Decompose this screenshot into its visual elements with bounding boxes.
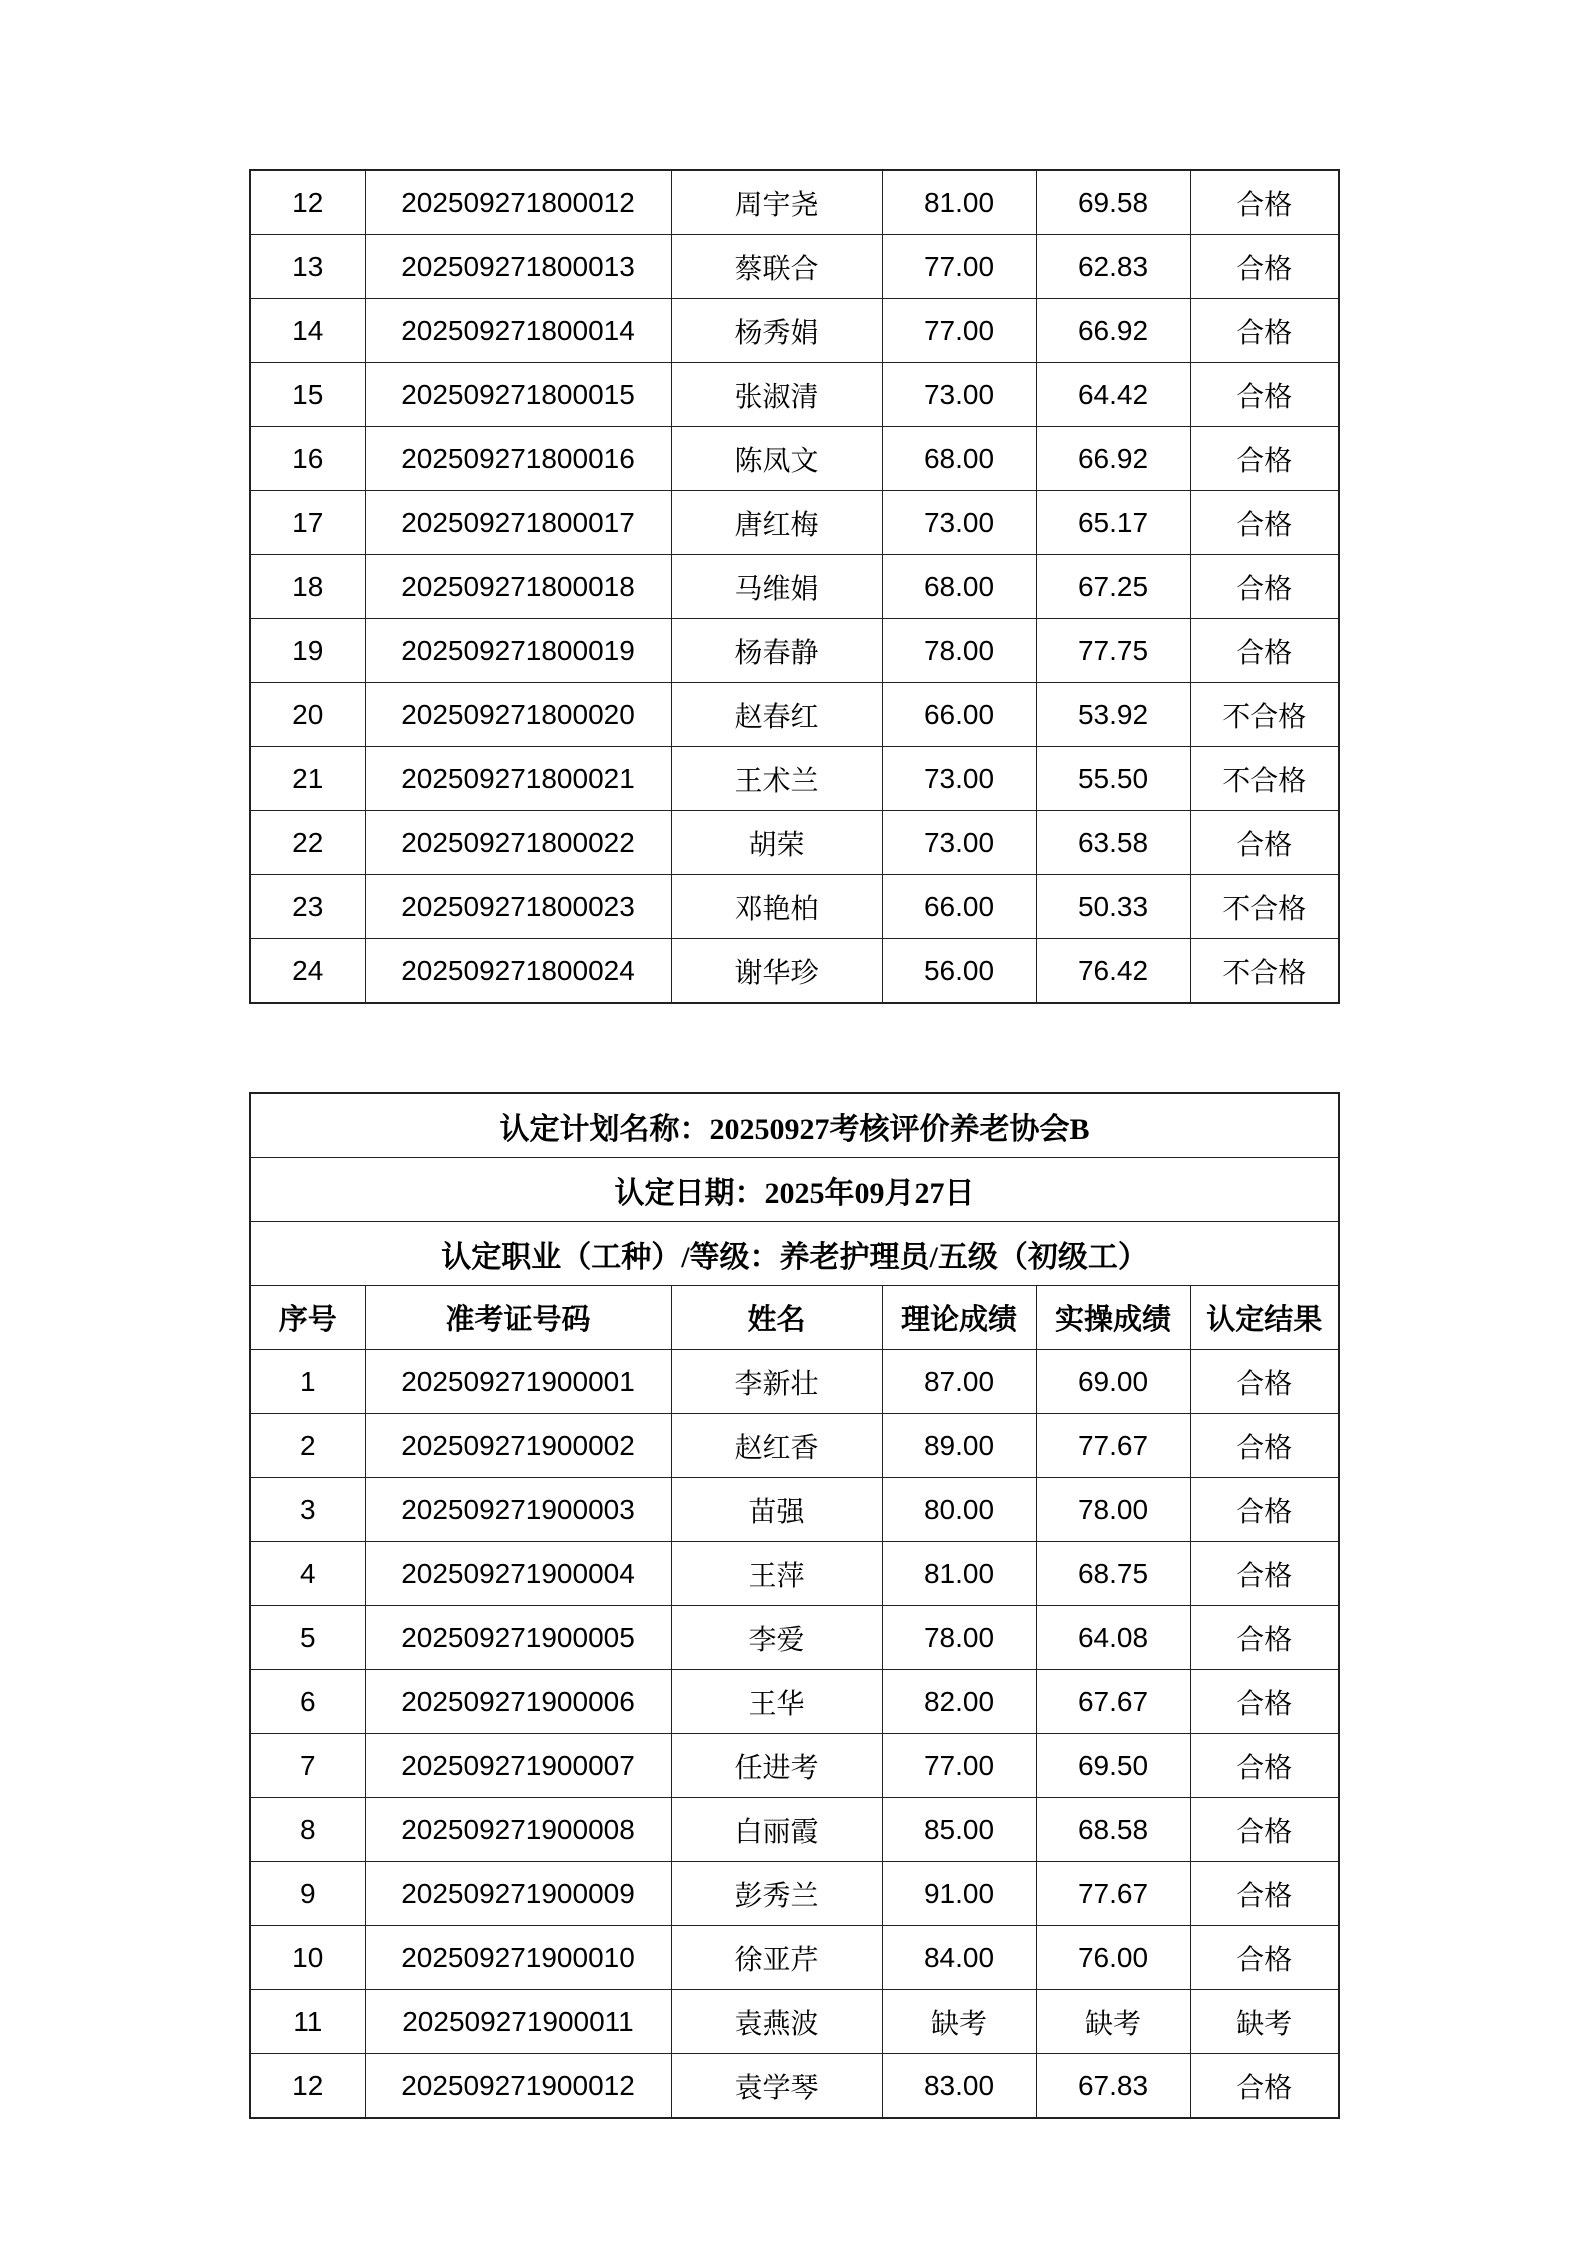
cell-theory-score: 73.00 <box>882 811 1036 875</box>
table-row <box>250 363 1339 427</box>
cell-theory-score: 77.00 <box>882 235 1036 299</box>
cell-exam-id: 202509271900010 <box>365 1926 671 1990</box>
cell-theory-score: 80.00 <box>882 1478 1036 1542</box>
cell-result: 合格 <box>1190 1350 1339 1414</box>
cell-practice-score: 67.25 <box>1036 555 1190 619</box>
cell-seq: 12 <box>250 2054 365 2119</box>
cell-exam-id: 202509271900004 <box>365 1542 671 1606</box>
cell-exam-id: 202509271800020 <box>365 683 671 747</box>
cell-seq: 14 <box>250 299 365 363</box>
column-header-name: 姓名 <box>671 1286 882 1350</box>
cell-seq: 9 <box>250 1862 365 1926</box>
cell-seq: 3 <box>250 1478 365 1542</box>
table-title-row <box>250 1222 1339 1286</box>
cell-name: 王术兰 <box>671 747 882 811</box>
cell-theory-score: 78.00 <box>882 619 1036 683</box>
cell-exam-id: 202509271800019 <box>365 619 671 683</box>
cell-practice-score: 63.58 <box>1036 811 1190 875</box>
cell-name: 袁学琴 <box>671 2054 882 2119</box>
table-title-row <box>250 1158 1339 1222</box>
cell-result: 合格 <box>1190 1670 1339 1734</box>
cell-theory-score: 66.00 <box>882 683 1036 747</box>
cell-practice-score: 65.17 <box>1036 491 1190 555</box>
cell-name: 唐红梅 <box>671 491 882 555</box>
cell-seq: 17 <box>250 491 365 555</box>
table-row <box>250 491 1339 555</box>
table-row <box>250 939 1339 1004</box>
cell-practice-score: 78.00 <box>1036 1478 1190 1542</box>
table-row <box>250 1734 1339 1798</box>
cell-practice-score: 68.58 <box>1036 1798 1190 1862</box>
table-row <box>250 2054 1339 2119</box>
cell-exam-id: 202509271900012 <box>365 2054 671 2119</box>
table1-body <box>250 170 1339 1003</box>
cell-result: 不合格 <box>1190 747 1339 811</box>
cell-seq: 8 <box>250 1798 365 1862</box>
table-row <box>250 1862 1339 1926</box>
cell-theory-score: 91.00 <box>882 1862 1036 1926</box>
table-row <box>250 555 1339 619</box>
cell-exam-id: 202509271800017 <box>365 491 671 555</box>
cell-name: 李爱 <box>671 1606 882 1670</box>
cell-practice-score: 76.42 <box>1036 939 1190 1004</box>
cell-name: 谢华珍 <box>671 939 882 1004</box>
cell-result: 合格 <box>1190 491 1339 555</box>
cell-result: 合格 <box>1190 2054 1339 2119</box>
cell-exam-id: 202509271900003 <box>365 1478 671 1542</box>
cell-practice-score: 50.33 <box>1036 875 1190 939</box>
cell-exam-id: 202509271800018 <box>365 555 671 619</box>
cell-theory-score: 78.00 <box>882 1606 1036 1670</box>
occupation-level-cell: 认定职业（工种）/等级：养老护理员/五级（初级工） <box>250 1222 1339 1286</box>
cell-result: 缺考 <box>1190 1990 1339 2054</box>
cell-seq: 12 <box>250 170 365 235</box>
date-cell: 认定日期：2025年09月27日 <box>250 1158 1339 1222</box>
cell-exam-id: 202509271900009 <box>365 1862 671 1926</box>
cell-exam-id: 202509271900002 <box>365 1414 671 1478</box>
cell-theory-score: 73.00 <box>882 747 1036 811</box>
cell-result: 合格 <box>1190 1862 1339 1926</box>
table2-header-row <box>250 1286 1339 1350</box>
cell-theory-score: 56.00 <box>882 939 1036 1004</box>
cell-exam-id: 202509271900007 <box>365 1734 671 1798</box>
cell-name: 张淑清 <box>671 363 882 427</box>
cell-seq: 24 <box>250 939 365 1004</box>
cell-seq: 1 <box>250 1350 365 1414</box>
table-row <box>250 1926 1339 1990</box>
cell-practice-score: 67.67 <box>1036 1670 1190 1734</box>
cell-name: 赵春红 <box>671 683 882 747</box>
cell-exam-id: 202509271800023 <box>365 875 671 939</box>
table-row <box>250 747 1339 811</box>
table-row <box>250 1350 1339 1414</box>
column-header-theory-score: 理论成绩 <box>882 1286 1036 1350</box>
cell-practice-score: 62.83 <box>1036 235 1190 299</box>
column-header-result: 认定结果 <box>1190 1286 1339 1350</box>
cell-theory-score: 68.00 <box>882 427 1036 491</box>
table-row <box>250 1670 1339 1734</box>
cell-practice-score: 缺考 <box>1036 1990 1190 2054</box>
cell-seq: 22 <box>250 811 365 875</box>
cell-practice-score: 53.92 <box>1036 683 1190 747</box>
cell-exam-id: 202509271900008 <box>365 1798 671 1862</box>
table-row <box>250 427 1339 491</box>
cell-seq: 16 <box>250 427 365 491</box>
cell-seq: 23 <box>250 875 365 939</box>
results-table-b <box>249 1092 1340 2119</box>
cell-exam-id: 202509271800022 <box>365 811 671 875</box>
cell-result: 合格 <box>1190 427 1339 491</box>
table-row <box>250 299 1339 363</box>
cell-name: 胡荣 <box>671 811 882 875</box>
cell-result: 合格 <box>1190 170 1339 235</box>
column-header-exam-id: 准考证号码 <box>365 1286 671 1350</box>
plan-name-cell: 认定计划名称：20250927考核评价养老协会B <box>250 1093 1339 1158</box>
column-header-practice-score: 实操成绩 <box>1036 1286 1190 1350</box>
cell-name: 周宇尧 <box>671 170 882 235</box>
cell-result: 合格 <box>1190 1606 1339 1670</box>
table2-body <box>250 1350 1339 2119</box>
cell-result: 合格 <box>1190 1926 1339 1990</box>
cell-name: 李新壮 <box>671 1350 882 1414</box>
cell-practice-score: 55.50 <box>1036 747 1190 811</box>
cell-exam-id: 202509271800015 <box>365 363 671 427</box>
cell-theory-score: 77.00 <box>882 299 1036 363</box>
cell-name: 邓艳柏 <box>671 875 882 939</box>
table-row <box>250 1542 1339 1606</box>
cell-theory-score: 89.00 <box>882 1414 1036 1478</box>
cell-theory-score: 73.00 <box>882 491 1036 555</box>
cell-practice-score: 66.92 <box>1036 427 1190 491</box>
cell-practice-score: 77.75 <box>1036 619 1190 683</box>
cell-result: 合格 <box>1190 299 1339 363</box>
cell-exam-id: 202509271800013 <box>365 235 671 299</box>
cell-exam-id: 202509271800014 <box>365 299 671 363</box>
cell-seq: 4 <box>250 1542 365 1606</box>
cell-name: 徐亚芹 <box>671 1926 882 1990</box>
cell-result: 合格 <box>1190 1478 1339 1542</box>
cell-practice-score: 76.00 <box>1036 1926 1190 1990</box>
cell-seq: 7 <box>250 1734 365 1798</box>
cell-theory-score: 缺考 <box>882 1990 1036 2054</box>
cell-seq: 13 <box>250 235 365 299</box>
cell-name: 王华 <box>671 1670 882 1734</box>
cell-theory-score: 83.00 <box>882 2054 1036 2119</box>
cell-name: 王萍 <box>671 1542 882 1606</box>
cell-exam-id: 202509271900006 <box>365 1670 671 1734</box>
results-table-continued <box>249 169 1340 1004</box>
cell-result: 合格 <box>1190 235 1339 299</box>
cell-theory-score: 81.00 <box>882 170 1036 235</box>
cell-name: 赵红香 <box>671 1414 882 1478</box>
cell-name: 陈凤文 <box>671 427 882 491</box>
cell-theory-score: 66.00 <box>882 875 1036 939</box>
cell-seq: 15 <box>250 363 365 427</box>
cell-name: 苗强 <box>671 1478 882 1542</box>
table-row <box>250 1414 1339 1478</box>
table-row <box>250 1478 1339 1542</box>
cell-seq: 19 <box>250 619 365 683</box>
cell-theory-score: 85.00 <box>882 1798 1036 1862</box>
cell-result: 不合格 <box>1190 939 1339 1004</box>
cell-seq: 6 <box>250 1670 365 1734</box>
cell-theory-score: 68.00 <box>882 555 1036 619</box>
cell-name: 袁燕波 <box>671 1990 882 2054</box>
cell-seq: 20 <box>250 683 365 747</box>
table-row <box>250 811 1339 875</box>
table-row <box>250 619 1339 683</box>
cell-seq: 5 <box>250 1606 365 1670</box>
cell-practice-score: 77.67 <box>1036 1862 1190 1926</box>
table-row <box>250 235 1339 299</box>
cell-name: 马维娟 <box>671 555 882 619</box>
cell-practice-score: 69.00 <box>1036 1350 1190 1414</box>
cell-theory-score: 81.00 <box>882 1542 1036 1606</box>
cell-result: 合格 <box>1190 811 1339 875</box>
cell-seq: 21 <box>250 747 365 811</box>
cell-exam-id: 202509271800012 <box>365 170 671 235</box>
cell-name: 白丽霞 <box>671 1798 882 1862</box>
cell-practice-score: 64.08 <box>1036 1606 1190 1670</box>
cell-exam-id: 202509271900001 <box>365 1350 671 1414</box>
table-row <box>250 170 1339 235</box>
cell-practice-score: 77.67 <box>1036 1414 1190 1478</box>
cell-seq: 18 <box>250 555 365 619</box>
cell-exam-id: 202509271800016 <box>365 427 671 491</box>
cell-result: 合格 <box>1190 555 1339 619</box>
table-row <box>250 875 1339 939</box>
cell-name: 蔡联合 <box>671 235 882 299</box>
table-row <box>250 683 1339 747</box>
cell-result: 不合格 <box>1190 875 1339 939</box>
cell-name: 杨秀娟 <box>671 299 882 363</box>
cell-practice-score: 69.50 <box>1036 1734 1190 1798</box>
cell-practice-score: 66.92 <box>1036 299 1190 363</box>
cell-seq: 11 <box>250 1990 365 2054</box>
table-row <box>250 1606 1339 1670</box>
table-row <box>250 1798 1339 1862</box>
cell-name: 杨春静 <box>671 619 882 683</box>
cell-result: 合格 <box>1190 363 1339 427</box>
cell-result: 合格 <box>1190 1798 1339 1862</box>
cell-seq: 10 <box>250 1926 365 1990</box>
cell-theory-score: 73.00 <box>882 363 1036 427</box>
cell-exam-id: 202509271900011 <box>365 1990 671 2054</box>
cell-exam-id: 202509271900005 <box>365 1606 671 1670</box>
cell-result: 合格 <box>1190 619 1339 683</box>
cell-exam-id: 202509271800021 <box>365 747 671 811</box>
cell-theory-score: 84.00 <box>882 1926 1036 1990</box>
cell-theory-score: 87.00 <box>882 1350 1036 1414</box>
cell-practice-score: 64.42 <box>1036 363 1190 427</box>
cell-result: 合格 <box>1190 1414 1339 1478</box>
cell-exam-id: 202509271800024 <box>365 939 671 1004</box>
cell-theory-score: 77.00 <box>882 1734 1036 1798</box>
cell-result: 不合格 <box>1190 683 1339 747</box>
cell-theory-score: 82.00 <box>882 1670 1036 1734</box>
cell-result: 合格 <box>1190 1542 1339 1606</box>
cell-seq: 2 <box>250 1414 365 1478</box>
cell-practice-score: 68.75 <box>1036 1542 1190 1606</box>
cell-practice-score: 69.58 <box>1036 170 1190 235</box>
table-row <box>250 1990 1339 2054</box>
cell-result: 合格 <box>1190 1734 1339 1798</box>
cell-practice-score: 67.83 <box>1036 2054 1190 2119</box>
column-header-seq: 序号 <box>250 1286 365 1350</box>
cell-name: 任进考 <box>671 1734 882 1798</box>
cell-name: 彭秀兰 <box>671 1862 882 1926</box>
table-title-row <box>250 1093 1339 1158</box>
